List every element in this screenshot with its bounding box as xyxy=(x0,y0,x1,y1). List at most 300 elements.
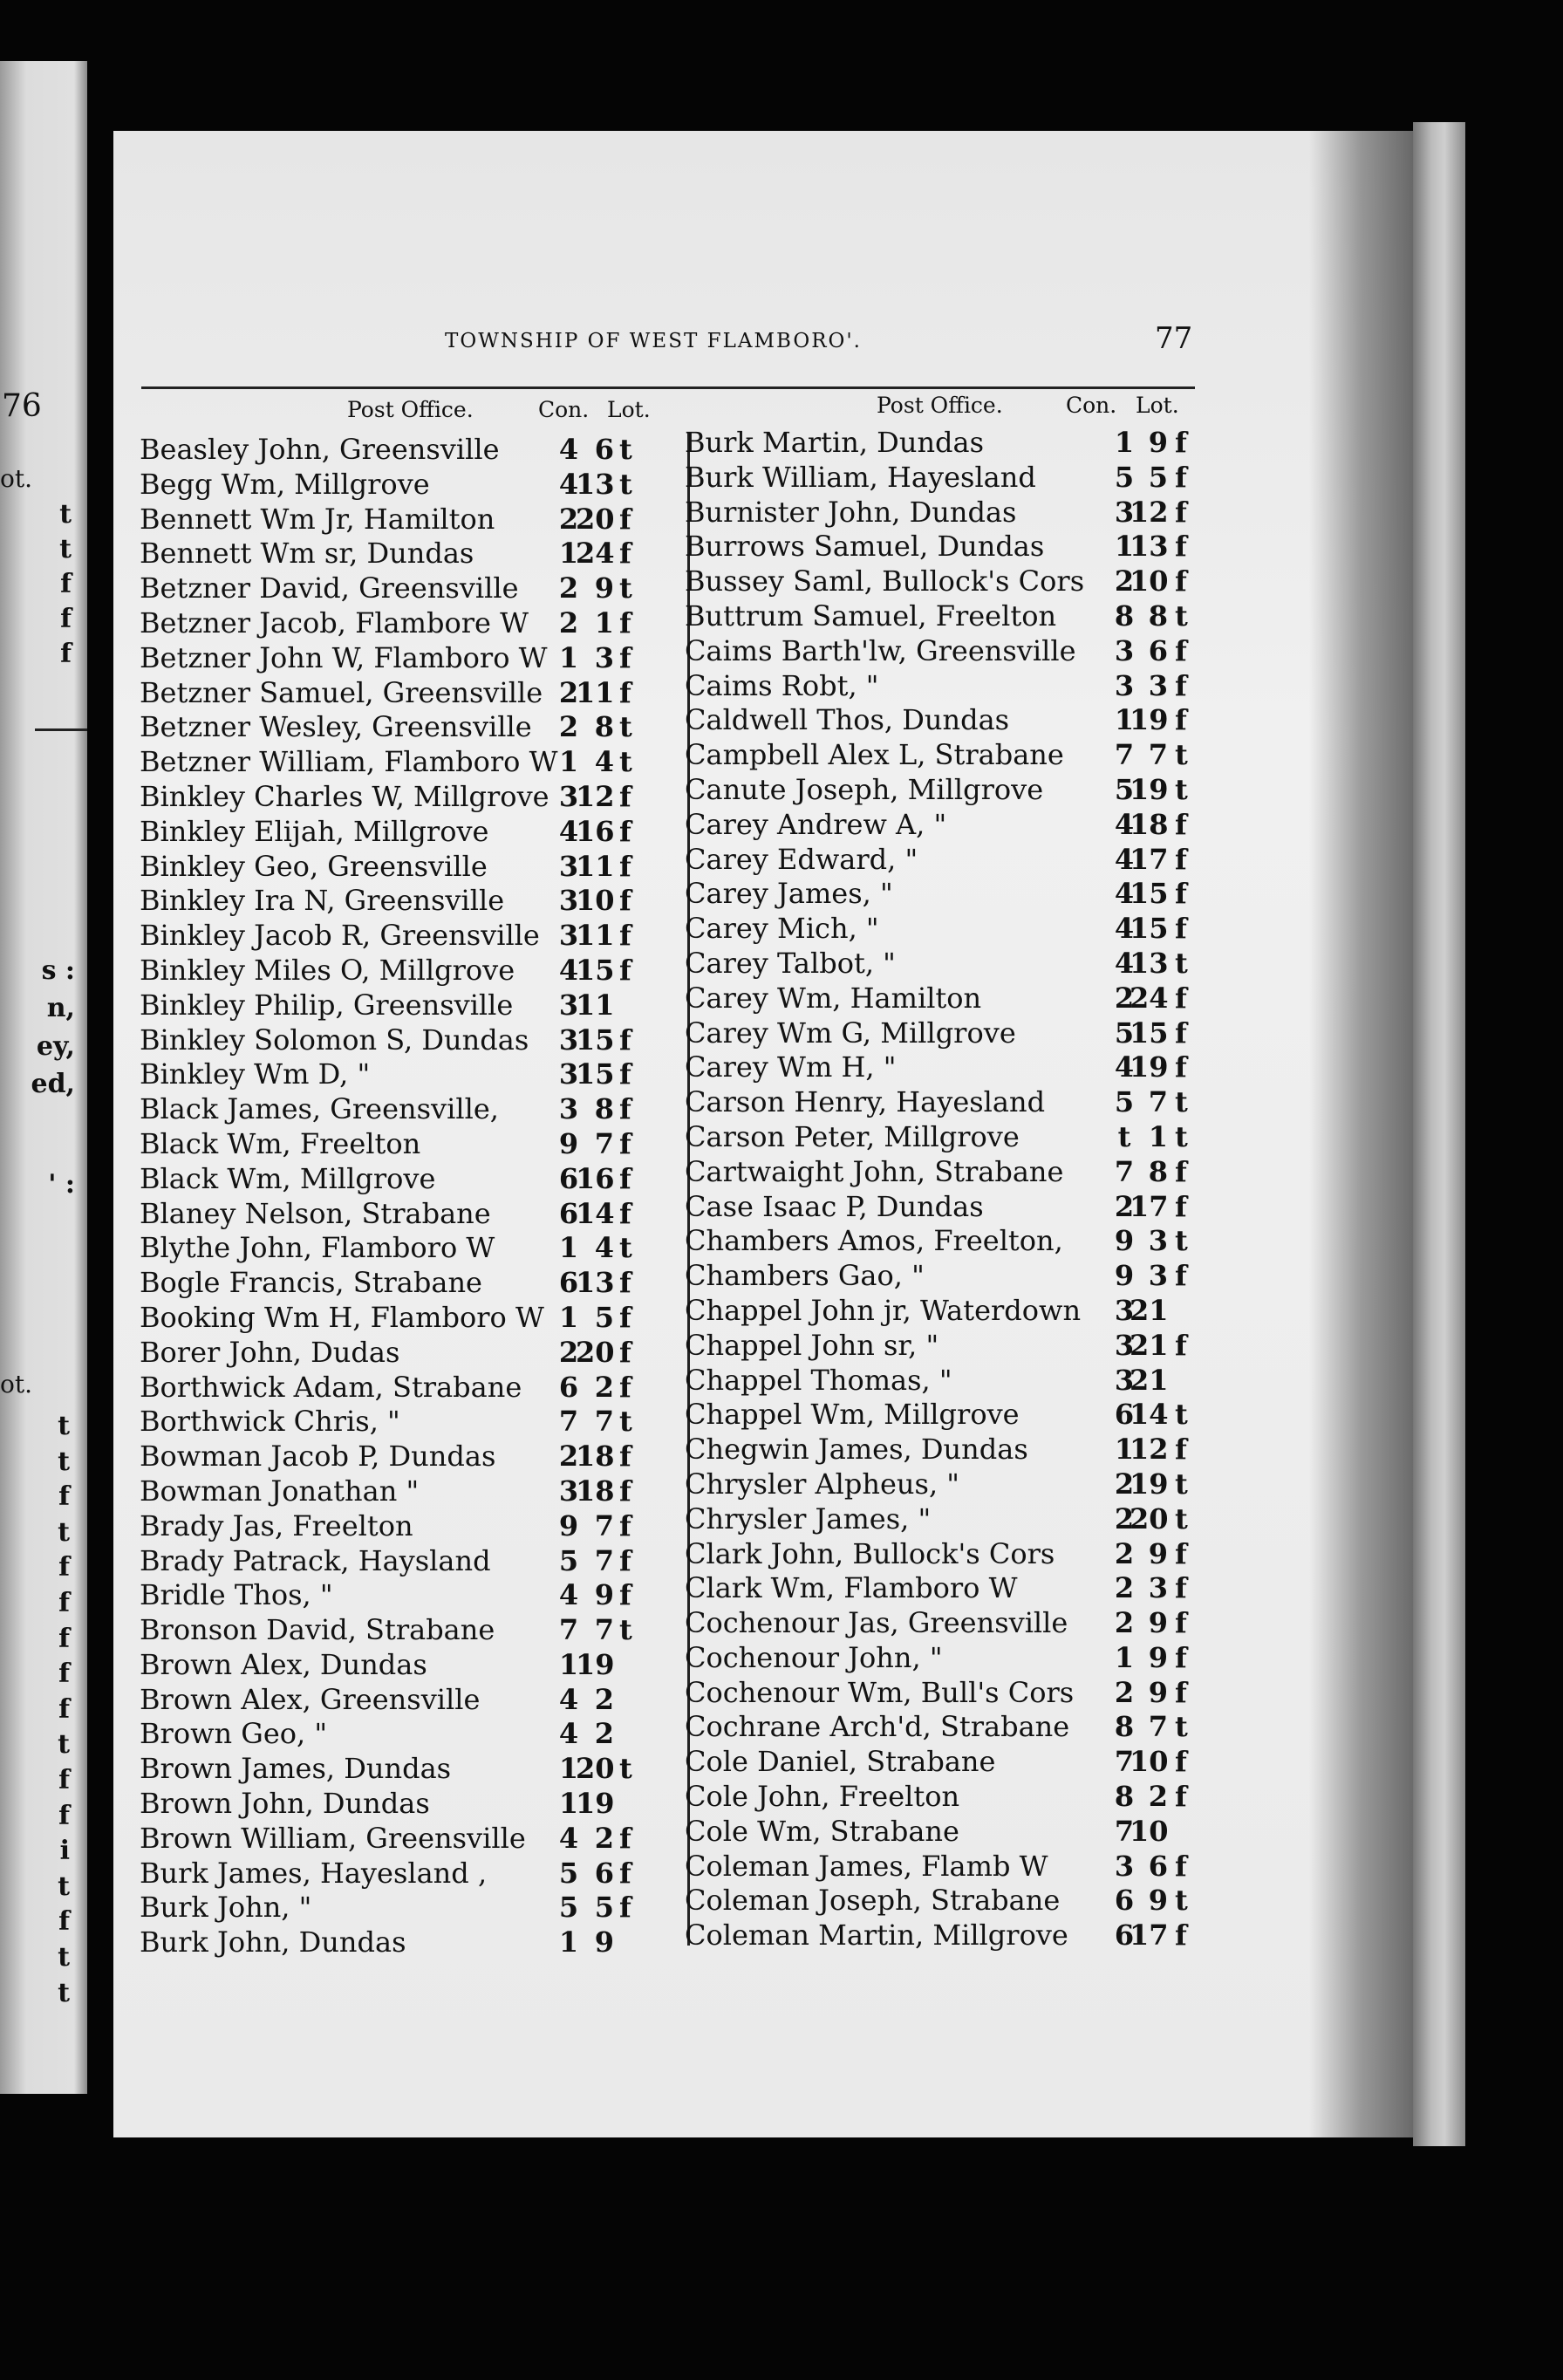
entry-code: t xyxy=(619,571,632,605)
directory-entry xyxy=(685,1294,1225,1329)
directory-entry xyxy=(140,1752,680,1787)
directory-entry xyxy=(140,850,680,885)
directory-entry xyxy=(140,1648,680,1683)
left-page-fragment: t xyxy=(58,1729,70,1761)
entry-code: f xyxy=(1175,564,1187,598)
entry-code: f xyxy=(619,1126,631,1160)
directory-entry xyxy=(685,1259,1225,1294)
left-entry-list xyxy=(140,433,680,1960)
entry-code: f xyxy=(1175,1154,1187,1188)
entry-code: f xyxy=(1175,633,1187,667)
entry-code: f xyxy=(1175,1780,1187,1814)
entry-code: f xyxy=(1175,668,1187,702)
entry-con: t xyxy=(1117,1119,1131,1153)
entry-lot: 14 xyxy=(576,1196,615,1230)
entry-code: f xyxy=(619,1335,631,1369)
entry-code: t xyxy=(619,1752,632,1786)
entry-code: t xyxy=(1175,738,1188,772)
entry-con: 3 xyxy=(558,919,579,953)
entry-name: Bennett Wm Jr, Hamilton xyxy=(140,502,495,536)
entry-lot: 8 xyxy=(1148,1154,1168,1188)
directory-entry xyxy=(140,433,680,468)
entry-name: Brown Alex, Dundas xyxy=(140,1647,427,1681)
entry-name: Buttrum Samuel, Freelton xyxy=(685,598,1057,633)
entry-name: Chrysler Alpheus, " xyxy=(685,1467,959,1501)
entry-lot: 19 xyxy=(576,1787,615,1821)
entry-lot: 16 xyxy=(576,814,615,848)
entry-name: Binkley Solomon S, Dundas xyxy=(140,1022,529,1057)
entry-con: 9 xyxy=(1114,1259,1135,1293)
entry-con: 2 xyxy=(558,1440,579,1474)
entry-lot: 5 xyxy=(594,1891,614,1925)
entry-lot: 15 xyxy=(1130,912,1169,946)
entry-code: f xyxy=(619,1370,631,1404)
entry-name: Brown Geo, " xyxy=(140,1717,328,1751)
entry-con: 6 xyxy=(558,1266,579,1300)
left-page-fragment: f xyxy=(58,1693,70,1725)
entry-lot: 13 xyxy=(1130,530,1169,564)
directory-entry xyxy=(685,426,1225,461)
entry-con: 3 xyxy=(558,1057,579,1091)
entry-code: f xyxy=(1175,1675,1187,1709)
entry-con: 2 xyxy=(558,502,579,536)
left-page-fragment: f xyxy=(58,1906,70,1938)
left-page-edge xyxy=(0,61,87,2094)
entry-con: 6 xyxy=(1114,1884,1135,1918)
page-title: TOWNSHIP OF WEST FLAMBORO'. xyxy=(445,330,862,352)
entry-lot: 9 xyxy=(1148,1675,1168,1709)
entry-lot: 7 xyxy=(594,1405,614,1439)
entry-lot: 4 xyxy=(594,1231,614,1265)
entry-con: 6 xyxy=(558,1196,579,1230)
directory-entry xyxy=(140,745,680,780)
entry-code: f xyxy=(619,1891,631,1925)
entry-con: 3 xyxy=(1114,1849,1135,1883)
right-entry-list xyxy=(685,426,1225,1953)
entry-code: f xyxy=(1175,1640,1187,1674)
entry-lot: 1 xyxy=(1148,1119,1168,1153)
entry-con: 8 xyxy=(1114,598,1135,633)
entry-name: Burrows Samuel, Dundas xyxy=(685,530,1045,564)
entry-name: Binkley Miles O, Millgrove xyxy=(140,953,515,987)
directory-entry xyxy=(685,703,1225,738)
header-rule xyxy=(141,386,1195,389)
entry-code: f xyxy=(619,640,631,674)
entry-con: 5 xyxy=(558,1891,579,1925)
entry-lot: 9 xyxy=(1148,1640,1168,1674)
entry-code: t xyxy=(619,1231,632,1265)
entry-lot: 19 xyxy=(1130,1050,1169,1084)
entry-name: Brown James, Dundas xyxy=(140,1752,452,1786)
directory-entry xyxy=(140,1231,680,1266)
entry-con: 4 xyxy=(1114,807,1135,841)
directory-entry xyxy=(685,1884,1225,1918)
directory-entry xyxy=(685,461,1225,496)
directory-entry xyxy=(685,1120,1225,1155)
entry-code: f xyxy=(619,814,631,848)
entry-name: Chrysler James, " xyxy=(685,1501,932,1535)
entry-lot: 8 xyxy=(594,710,614,744)
entry-name: Blythe John, Flamboro W xyxy=(140,1231,495,1265)
directory-entry xyxy=(140,503,680,537)
entry-lot: 11 xyxy=(576,675,615,709)
entry-con: 3 xyxy=(1114,1293,1135,1327)
entry-lot: 3 xyxy=(594,640,614,674)
entry-name: Bussey Saml, Bullock's Cors xyxy=(685,564,1085,598)
entry-code: t xyxy=(619,745,632,779)
entry-lot: 15 xyxy=(1130,877,1169,911)
entry-lot: 15 xyxy=(576,1057,615,1091)
directory-entry xyxy=(685,808,1225,843)
entry-name: Carey Andrew A, " xyxy=(685,807,947,841)
entry-name: Beasley John, Greensville xyxy=(140,433,500,466)
entry-code: t xyxy=(619,1405,632,1439)
entry-name: Chappel John jr, Waterdown xyxy=(685,1293,1082,1327)
entry-lot: 2 xyxy=(594,1821,614,1855)
directory-entry xyxy=(685,877,1225,912)
directory-entry xyxy=(685,1641,1225,1676)
entry-code: t xyxy=(1175,946,1188,980)
left-fragment-mid-4: ed, xyxy=(31,1069,75,1099)
entry-lot: 9 xyxy=(1148,426,1168,459)
entry-lot: 19 xyxy=(1130,772,1169,806)
directory-entry xyxy=(140,1336,680,1371)
entry-name: Bennett Wm sr, Dundas xyxy=(140,537,474,571)
entry-con: 5 xyxy=(1114,1016,1135,1050)
entry-name: Betzner John W, Flamboro W xyxy=(140,640,548,674)
entry-name: Brady Patrack, Haysland xyxy=(140,1543,491,1577)
entry-lot: 9 xyxy=(594,571,614,605)
entry-con: 1 xyxy=(558,1300,579,1334)
directory-entry xyxy=(685,564,1225,599)
directory-entry xyxy=(140,710,680,745)
directory-entry xyxy=(685,599,1225,634)
entry-con: 2 xyxy=(558,605,579,639)
entry-code: f xyxy=(619,502,631,536)
entry-lot: 6 xyxy=(594,433,614,466)
entry-con: 5 xyxy=(1114,772,1135,806)
entry-name: Case Isaac P, Dundas xyxy=(685,1189,984,1223)
page-gutter xyxy=(1413,122,1465,2146)
entry-con: 2 xyxy=(1114,1571,1135,1605)
left-page-fragment: f xyxy=(58,1658,70,1690)
entry-lot: 7 xyxy=(594,1508,614,1542)
directory-entry xyxy=(685,1850,1225,1884)
entry-con: 4 xyxy=(1114,912,1135,946)
entry-lot: 19 xyxy=(576,1647,615,1681)
directory-entry xyxy=(685,1710,1225,1745)
left-page-fragment: t xyxy=(58,1446,70,1477)
entry-lot: 2 xyxy=(594,1682,614,1716)
entry-lot: 10 xyxy=(1130,564,1169,598)
entry-name: Campbell Alex L, Strabane xyxy=(685,738,1064,772)
entry-name: Binkley Wm D, " xyxy=(140,1057,371,1091)
entry-code: f xyxy=(619,537,631,571)
directory-entry xyxy=(140,954,680,988)
left-page-fragment: t xyxy=(59,534,72,564)
entry-name: Bowman Jacob P, Dundas xyxy=(140,1440,496,1474)
entry-lot: 13 xyxy=(1130,946,1169,980)
directory-entry xyxy=(685,1918,1225,1953)
entry-code: f xyxy=(1175,1016,1187,1050)
entry-code: f xyxy=(619,1856,631,1890)
entry-con: 4 xyxy=(558,1682,579,1716)
entry-code: f xyxy=(1175,1571,1187,1605)
entry-con: 3 xyxy=(1114,633,1135,667)
entry-lot: 10 xyxy=(1130,1814,1169,1848)
entry-lot: 8 xyxy=(1148,598,1168,633)
entry-con: 3 xyxy=(1114,495,1135,529)
directory-entry xyxy=(140,676,680,711)
entry-con: 1 xyxy=(1114,1433,1135,1467)
entry-name: Bowman Jonathan " xyxy=(140,1474,420,1508)
entry-lot: 21 xyxy=(1130,1293,1169,1327)
entry-name: Chambers Amos, Freelton, xyxy=(685,1224,1063,1258)
entry-name: Burnister John, Dundas xyxy=(685,495,1017,529)
entry-con: 3 xyxy=(1114,1363,1135,1397)
directory-entry xyxy=(685,1364,1225,1399)
entry-con: 7 xyxy=(558,1613,579,1647)
entry-code: t xyxy=(1175,1119,1188,1153)
entry-lot: 2 xyxy=(594,1370,614,1404)
entry-code: f xyxy=(1175,807,1187,841)
entry-con: 4 xyxy=(1114,946,1135,980)
left-fragment-mid-5: ' : xyxy=(48,1169,75,1200)
entry-con: 5 xyxy=(1114,460,1135,494)
entry-name: Binkley Philip, Greensville xyxy=(140,988,514,1022)
entry-name: Borthwick Chris, " xyxy=(140,1405,400,1439)
entry-lot: 14 xyxy=(1130,1398,1169,1432)
directory-entry xyxy=(140,468,680,503)
entry-name: Cole Wm, Strabane xyxy=(685,1814,959,1848)
entry-lot: 12 xyxy=(1130,495,1169,529)
entry-name: Brown Alex, Greensville xyxy=(140,1682,481,1716)
entry-name: Burk William, Hayesland xyxy=(685,460,1036,494)
entry-lot: 6 xyxy=(1148,633,1168,667)
directory-entry xyxy=(685,1016,1225,1051)
entry-lot: 7 xyxy=(594,1613,614,1647)
entry-con: 1 xyxy=(558,1752,579,1786)
entry-con: 2 xyxy=(558,1335,579,1369)
entry-lot: 20 xyxy=(576,1335,615,1369)
entry-name: Begg Wm, Millgrove xyxy=(140,467,430,501)
entry-name: Clark John, Bullock's Cors xyxy=(685,1536,1055,1570)
entry-con: 1 xyxy=(558,1647,579,1681)
directory-entry xyxy=(685,738,1225,773)
entry-lot: 9 xyxy=(594,1578,614,1612)
entry-code: f xyxy=(619,1300,631,1334)
entry-con: 2 xyxy=(1114,981,1135,1015)
entry-con: 3 xyxy=(1114,1328,1135,1362)
entry-lot: 21 xyxy=(1130,1363,1169,1397)
entry-code: t xyxy=(1175,772,1188,806)
entry-name: Burk John, Dundas xyxy=(140,1925,406,1959)
directory-entry xyxy=(685,1155,1225,1190)
directory-entry xyxy=(140,780,680,815)
directory-entry xyxy=(140,1822,680,1857)
entry-code: f xyxy=(1175,1259,1187,1293)
directory-entry xyxy=(685,773,1225,808)
entry-lot: 3 xyxy=(1148,668,1168,702)
entry-name: Carey Mich, " xyxy=(685,912,879,946)
entry-con: 3 xyxy=(558,988,579,1022)
entry-code: t xyxy=(1175,598,1188,633)
entry-con: 4 xyxy=(1114,842,1135,876)
entry-lot: 17 xyxy=(1130,1189,1169,1223)
entry-con: 5 xyxy=(1114,1085,1135,1119)
entry-name: Borer John, Dudas xyxy=(140,1335,400,1369)
directory-entry xyxy=(140,1857,680,1891)
entry-name: Carey Wm, Hamilton xyxy=(685,981,982,1015)
entry-code: t xyxy=(1175,1398,1188,1432)
entry-name: Borthwick Adam, Strabane xyxy=(140,1370,522,1404)
entry-lot: 17 xyxy=(1130,842,1169,876)
entry-lot: 9 xyxy=(1148,1884,1168,1918)
entry-con: 4 xyxy=(558,1717,579,1751)
entry-code: f xyxy=(619,1821,631,1855)
entry-lot: 5 xyxy=(1148,460,1168,494)
entry-con: 2 xyxy=(1114,1467,1135,1501)
entry-code: f xyxy=(619,675,631,709)
left-page-fragment: i xyxy=(59,1836,70,1867)
entry-lot: 11 xyxy=(576,849,615,883)
directory-entry xyxy=(140,1891,680,1925)
directory-entry xyxy=(140,571,680,606)
entry-name: Chambers Gao, " xyxy=(685,1259,925,1293)
entry-con: 1 xyxy=(558,1231,579,1265)
entry-code: f xyxy=(1175,842,1187,876)
entry-name: Cochrane Arch'd, Strabane xyxy=(685,1710,1070,1744)
entry-name: Coleman Martin, Millgrove xyxy=(685,1918,1068,1953)
directory-entry xyxy=(140,1683,680,1718)
entry-con: 4 xyxy=(1114,1050,1135,1084)
entry-code: f xyxy=(1175,1433,1187,1467)
entry-lot: 7 xyxy=(594,1126,614,1160)
entry-lot: 12 xyxy=(1130,1433,1169,1467)
directory-entry xyxy=(685,1502,1225,1537)
entry-lot: 15 xyxy=(576,953,615,987)
entry-name: Booking Wm H, Flamboro W xyxy=(140,1300,544,1334)
entry-con: 1 xyxy=(1114,530,1135,564)
left-page-fragment: f xyxy=(58,1623,70,1654)
directory-entry xyxy=(140,919,680,954)
entry-con: 4 xyxy=(558,433,579,466)
entry-name: Betzner David, Greensville xyxy=(140,571,519,605)
left-lot-heading-2: ot. xyxy=(0,1370,33,1399)
entry-lot: 15 xyxy=(1130,1016,1169,1050)
entry-name: Betzner Jacob, Flambore W xyxy=(140,605,529,639)
entry-con: 1 xyxy=(1114,703,1135,737)
left-fragment-mid-1: s : xyxy=(41,955,75,986)
entry-lot: 12 xyxy=(576,779,615,813)
directory-entry xyxy=(685,843,1225,878)
entry-name: Betzner Samuel, Greensville xyxy=(140,675,543,709)
entry-lot: 11 xyxy=(576,919,615,953)
entry-lot: 2 xyxy=(594,1717,614,1751)
directory-entry xyxy=(685,1224,1225,1259)
entry-con: 1 xyxy=(558,537,579,571)
directory-entry xyxy=(140,884,680,919)
entry-lot: 3 xyxy=(1148,1259,1168,1293)
entry-name: Chappel Wm, Millgrove xyxy=(685,1398,1020,1432)
entry-lot: 18 xyxy=(576,1474,615,1508)
directory-entry xyxy=(685,1571,1225,1606)
entry-name: Chegwin James, Dundas xyxy=(685,1433,1028,1467)
left-page-fragments-top xyxy=(0,497,87,672)
entry-lot: 7 xyxy=(1148,738,1168,772)
left-fragment-mid-2: n, xyxy=(46,993,75,1023)
entry-con: 3 xyxy=(558,779,579,813)
entry-lot: 6 xyxy=(594,1856,614,1890)
entry-name: Cochenour Wm, Bull's Cors xyxy=(685,1675,1075,1709)
entry-con: 3 xyxy=(1114,668,1135,702)
entry-code: f xyxy=(1175,981,1187,1015)
entry-con: 1 xyxy=(558,1925,579,1959)
entry-lot: 7 xyxy=(1148,1085,1168,1119)
entry-name: Binkley Charles W, Millgrove xyxy=(140,779,549,813)
entry-name: Binkley Elijah, Millgrove xyxy=(140,814,489,848)
entry-con: 5 xyxy=(558,1543,579,1577)
directory-entry xyxy=(685,1537,1225,1572)
directory-entry xyxy=(685,1433,1225,1467)
directory-entry xyxy=(685,496,1225,530)
entry-code: f xyxy=(1175,703,1187,737)
entry-con: 3 xyxy=(558,849,579,883)
entry-code: t xyxy=(619,467,632,501)
entry-code: f xyxy=(1175,460,1187,494)
entry-con: 2 xyxy=(1114,1675,1135,1709)
entry-name: Cartwaight John, Strabane xyxy=(685,1154,1064,1188)
entry-con: 2 xyxy=(558,710,579,744)
directory-entry xyxy=(685,1398,1225,1433)
entry-code: f xyxy=(1175,1536,1187,1570)
left-page-fragment: t xyxy=(58,1870,70,1902)
entry-name: Cochenour Jas, Greensville xyxy=(685,1606,1068,1640)
entry-code: t xyxy=(1175,1501,1188,1535)
entry-con: 4 xyxy=(558,953,579,987)
entry-code: f xyxy=(619,1266,631,1300)
directory-entry xyxy=(140,1057,680,1092)
entry-con: 7 xyxy=(1114,1814,1135,1848)
entry-code: f xyxy=(619,779,631,813)
entry-con: 3 xyxy=(558,1092,579,1126)
entry-lot: 3 xyxy=(1148,1224,1168,1258)
entry-lot: 20 xyxy=(576,502,615,536)
entry-name: Blaney Nelson, Strabane xyxy=(140,1196,491,1230)
entry-code: t xyxy=(619,433,632,466)
entry-con: 7 xyxy=(1114,1745,1135,1779)
entry-name: Bronson David, Strabane xyxy=(140,1613,495,1647)
directory-entry xyxy=(140,1474,680,1509)
entry-code: t xyxy=(1175,1884,1188,1918)
directory-entry xyxy=(685,1780,1225,1815)
entry-name: Betzner Wesley, Greensville xyxy=(140,710,532,744)
entry-code: t xyxy=(1175,1085,1188,1119)
entry-con: 3 xyxy=(558,1474,579,1508)
entry-code: t xyxy=(1175,1710,1188,1744)
left-page-fragment: t xyxy=(59,499,72,530)
directory-entry xyxy=(140,1266,680,1301)
entry-name: Carey James, " xyxy=(685,877,893,911)
directory-entry xyxy=(685,1050,1225,1085)
entry-name: Burk Martin, Dundas xyxy=(685,426,985,459)
directory-entry xyxy=(140,988,680,1023)
directory-entry xyxy=(685,1606,1225,1641)
entry-name: Burk James, Hayesland , xyxy=(140,1856,488,1890)
directory-entry xyxy=(140,641,680,676)
directory-entry xyxy=(140,815,680,850)
entry-name: Chappel Thomas, " xyxy=(685,1363,952,1397)
